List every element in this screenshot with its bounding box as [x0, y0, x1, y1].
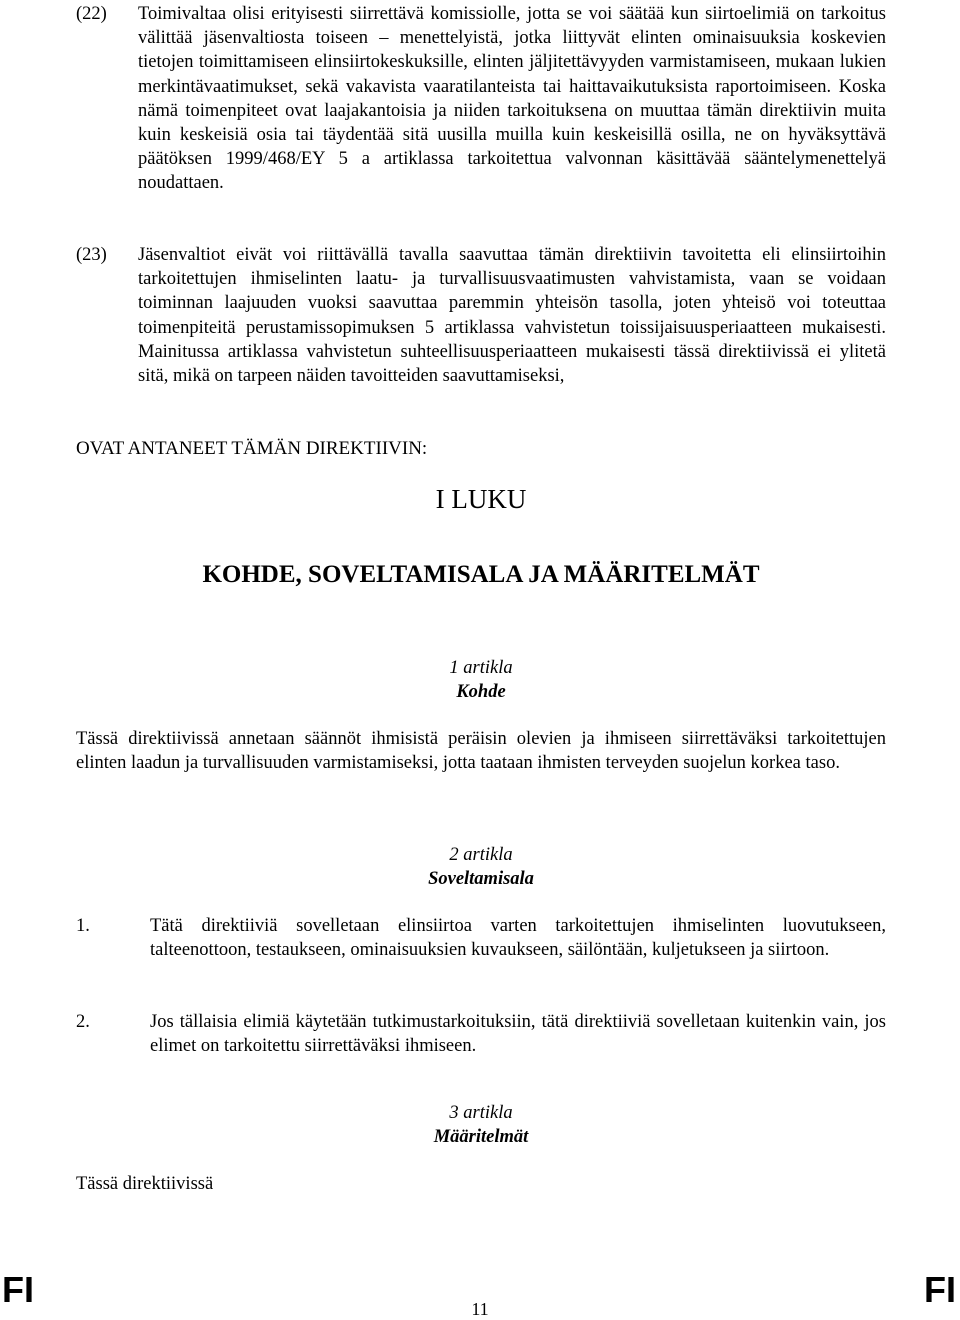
- article-1-title: Kohde: [456, 682, 506, 702]
- article-3-title: Määritelmät: [433, 1127, 529, 1147]
- article-1-text: Tässä direktiivissä annetaan säännöt ihmisistä peräisin olevien ja ihmiseen siirrettäväksi tarkoitettujen elinten laadun ja turvallisuuden varmistamiseksi, jotta taataan ihmisten terveyden suojelun korkea taso.: [76, 729, 886, 774]
- recital-number: (23): [76, 245, 107, 265]
- page-number: 11: [471, 1299, 489, 1319]
- article-2-number: 2 artikla: [449, 845, 513, 865]
- footer-language-left: FI: [2, 1269, 34, 1310]
- item-number: 1.: [76, 916, 90, 936]
- recital-text: Toimivaltaa olisi erityisesti siirrettävä komissiolle, jotta se voi säätää kun siirtoelimiä on tarkoitus välittää jäsenvaltiosta toiseen – menettelyistä, jotka liittyvät elinten ominaisuuksia koskevien tietojen toimittamiseen elinsiirtokeskuksille, elinten jäljitettävyyden varmistamiseen, mukaan lukien merkintävaatimukset, sekä vakavista vaaratilanteista tai haittavaikutuksista raportoimiseen. Koska nämä toimenpiteet ovat laajakantoisia ja niiden tarkoituksena on muuttaa tämän direktiivin muita kuin keskeisiä osia tai täydentää sitä uusilla muilla kuin keskeisillä osilla, ne on hyväksyttävä päätöksen 1999/468/EY 5 a artiklassa tarkoitettua valvonnan käsittävää sääntelymenettelyä noudattaen.: [138, 4, 886, 194]
- adoption-heading: OVAT ANTANEET TÄMÄN DIREKTIIVIN:: [76, 438, 428, 459]
- recital-23: [76, 243, 886, 388]
- chapter-number: I LUKU: [435, 484, 527, 514]
- item-number: 2.: [76, 1012, 90, 1032]
- article-2-item-2: [76, 1010, 886, 1058]
- article-1-number: 1 artikla: [449, 658, 513, 678]
- chapter-title: KOHDE, SOVELTAMISALA JA MÄÄRITELMÄT: [202, 561, 760, 588]
- recital-text: Jäsenvaltiot eivät voi riittävällä tavalla saavuttaa tämän direktiivin tavoitetta eli elinsiirtoihin tarkoitettujen ihmiselinten laatu- ja turvallisuusvaatimusten vahvistamista, vaan se voidaan toiminnan laajuuden vuoksi saavuttaa paremmin yhteisön tasolla, joten yhteisö voi toteuttaa toimenpiteitä perustamissopimuksen 5 artiklassa vahvistetun toissijaisuusperiaatteen mukaisesti. Mainitussa artiklassa vahvistetun suhteellisuusperiaatteen mukaisesti tässä direktiivissä ei ylitetä sitä, mikä on tarpeen näiden tavoitteiden saavuttamiseksi,: [138, 245, 886, 387]
- article-2-item-1: [76, 914, 886, 962]
- recital-number: (22): [76, 4, 107, 24]
- article-3-number: 3 artikla: [449, 1103, 513, 1123]
- item-text: Jos tällaisia elimiä käytetään tutkimustarkoituksiin, tätä direktiiviä sovelletaan kuitenkin vain, jos elimet on tarkoitettu siirrettäväksi ihmiseen.: [150, 1012, 886, 1057]
- item-text: Tätä direktiiviä sovelletaan elinsiirtoa varten tarkoitettujen ihmiselinten luovutukseen, talteenottoon, testaukseen, ominaisuuksien kuvaukseen, säilöntään, kuljetukseen ja siirtoon.: [150, 916, 886, 961]
- article-2-title: Soveltamisala: [428, 869, 534, 889]
- recital-22: [76, 2, 886, 196]
- footer-language-right: FI: [924, 1269, 956, 1310]
- article-3-intro: Tässä direktiivissä: [76, 1174, 214, 1194]
